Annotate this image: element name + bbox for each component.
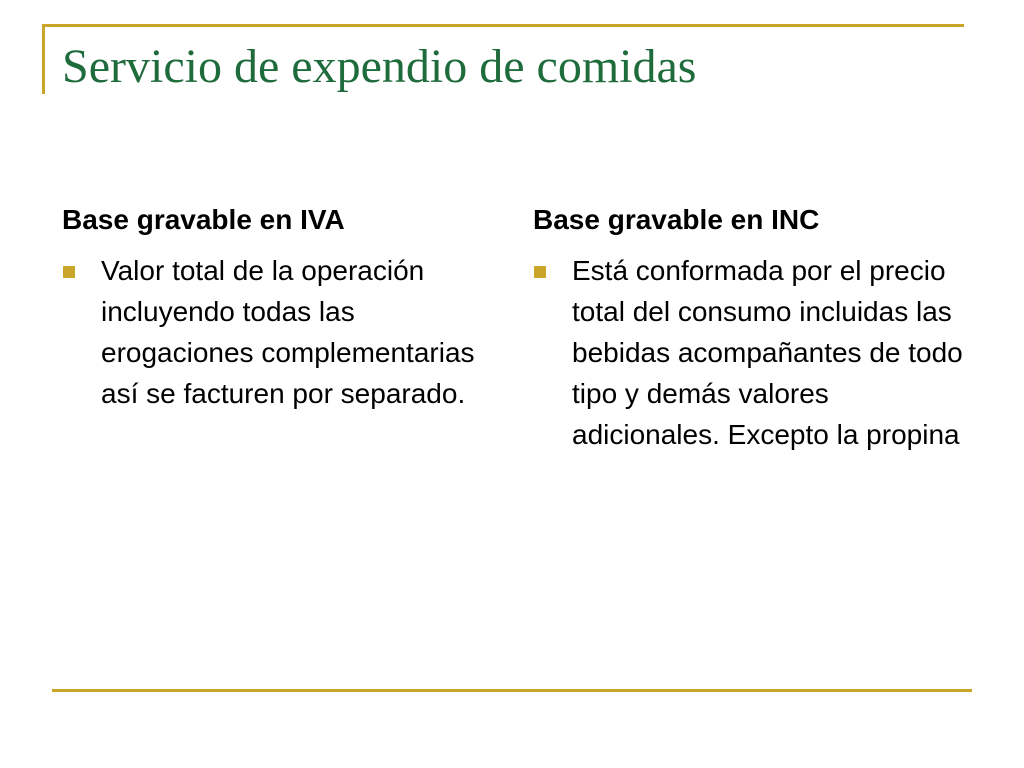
left-accent-line [42, 24, 45, 94]
bottom-accent-line [52, 689, 972, 692]
bullet-text: Está conformada por el precio total del consumo incluidas las bebidas acompañantes de todo tipo y demás valores adicionales. Excepto la propina [572, 255, 963, 450]
left-column-heading: Base gravable en IVA [62, 204, 345, 235]
bullet-text: Valor total de la operación incluyendo todas las erogaciones complementarias así se facturen por separado. [101, 255, 475, 409]
slide-title: Servicio de expendio de comidas [62, 40, 697, 93]
square-bullet-icon [534, 266, 546, 278]
bullet-item [533, 250, 963, 455]
right-bullet-list [533, 250, 963, 455]
top-accent-line [42, 24, 964, 27]
left-column [62, 200, 482, 414]
square-bullet-icon [63, 266, 75, 278]
bullet-item [62, 250, 482, 414]
left-bullet-list [62, 250, 482, 414]
right-column-heading: Base gravable en INC [533, 204, 820, 235]
right-column [533, 200, 963, 455]
